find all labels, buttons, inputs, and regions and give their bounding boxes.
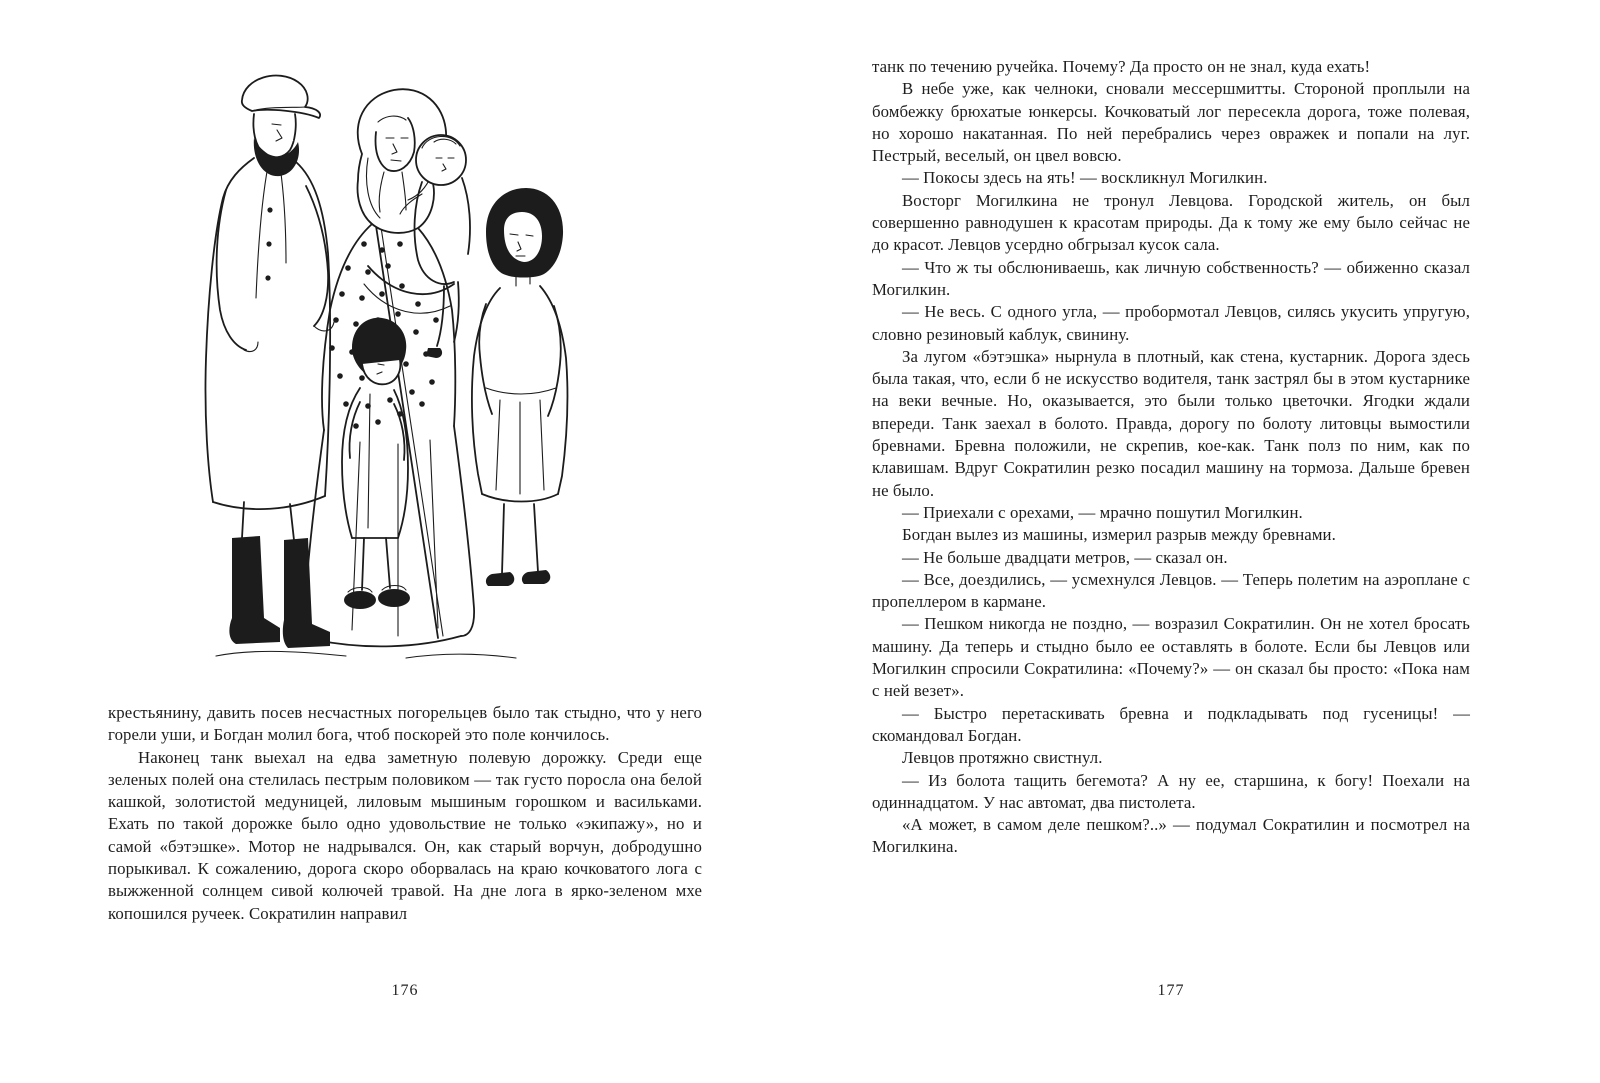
family-sketch-svg <box>156 58 656 698</box>
paragraph: В небе уже, как челноки, сновали мессершмитты. Стороной проплыли на бомбежку брюхатые юнкерсы. Кочковатый лог пересекла дорога, тоже полевая, но хорошо накатанная. По ней перебрались через овражек и попали на луг. Пестрый, веселый, он цвел вовсю. <box>872 79 1470 166</box>
page-number-right: 177 <box>1157 982 1185 999</box>
paragraph: «А может, в самом деле пешком?..» — подумал Сократилин и посмотрел на Могилкина. <box>872 815 1470 857</box>
paragraph: — Пешком никогда не поздно, — возразил Сократилин. Он не хотел бросать машину. Да теперь и стыдно было ее оставлять в болоте. Если бы Левцов или Могилкин спросили Сократилина: «Почему?» — он сказал бы просто: «Пока нам с ней везет». <box>872 614 1470 701</box>
paragraph: — Из болота тащить бегемота? А ну ее, старшина, к богу! Поехали на одиннадцатом. У нас автомат, два пистолета. <box>872 770 1470 812</box>
page-right <box>872 0 1470 1083</box>
paragraph: Восторг Могилкина не тронул Левцова. Городской житель, он был совершенно равнодушен к красотам природы. Да к тому же ему было сейчас не до красот. Левцов усердно обгрызал кусок сала. <box>872 190 1470 255</box>
right-text-column <box>872 56 1470 859</box>
paragraph: — Покосы здесь на ять! — воскликнул Могилкин. <box>902 168 1268 188</box>
page-left <box>108 0 702 1083</box>
paragraph: — Все, доездились, — усмехнулся Левцов. — Теперь полетим на аэроплане с пропеллером в кармане. <box>872 569 1470 612</box>
girl-figure <box>472 188 567 586</box>
page-number-left: 176 <box>391 982 419 999</box>
paragraph: Богдан вылез из машины, измерил разрыв между бревнами. <box>902 525 1336 545</box>
paragraph: крестьянину, давить посев несчастных погорельцев было так стыдно, что у него горели уши, и Богдан молил бога, чтоб поскорей это поле кончилось. <box>108 703 702 745</box>
paragraph: — Быстро перетаскивать бревна и подкладывать под гусеницы! — скомандовал Богдан. <box>872 703 1470 745</box>
ground-strokes <box>216 651 516 658</box>
paragraph: Левцов протяжно свистнул. <box>902 748 1103 768</box>
toddler-figure <box>342 318 410 609</box>
paragraph: танк по течению ручейка. Почему? Да просто он не знал, куда ехать! <box>872 57 1371 76</box>
paragraph: — Не весь. С одного угла, — пробормотал Левцов, силясь укусить упругую, словно резиновый каблук, свинину. <box>872 302 1470 344</box>
left-text-column <box>108 702 702 925</box>
man-figure <box>205 76 334 648</box>
paragraph: За лугом «бэтэшка» нырнула в плотный, как стена, кустарник. Дорога здесь была такая, что, если б не искусство водителя, танк застрял бы в этом кустарнике на веки вечные. Но, оказывается, это были только цветочки. Ягодки ждали впереди. Танк заехал в болото. Правда, дорогу по болоту литовцы вымостили бревнами. Бревна положили, не скрепив, кое-как. Танк полз по ним, как по клавишам. Вдруг Сократилин резко посадил машину на тормоза. Дальше бревен не было. <box>872 346 1470 500</box>
paragraph: Наконец танк выехал на едва заметную полевую дорожку. Среди еще зеленых полей она стелилась пестрым половиком — так густо поросла она белой кашкой, золотистой медуницей, лиловым мышиным горошком и васильками. Ехать по такой дорожке было одно удовольствие не только «экипажу», но и самой «бэтэшке». Мотор не надрывался. Он, как старый ворчун, добродушно порыкивал. К сожалению, дорога скоро оборвалась на краю кочковатого лога с выжженной солнцем сивой колючей травой. На дне лога в ярко-зеленом мхе копошился ручеек. Сократилин направил <box>108 747 702 923</box>
paragraph: — Приехали с орехами, — мрачно пошутил Могилкин. <box>902 502 1303 522</box>
paragraph: — Что ж ты обслюниваешь, как личную собственность? — обиженно сказал Могилкин. <box>872 257 1470 299</box>
paragraph: — Не больше двадцати метров, — сказал он. <box>902 547 1228 567</box>
family-illustration <box>156 58 656 698</box>
